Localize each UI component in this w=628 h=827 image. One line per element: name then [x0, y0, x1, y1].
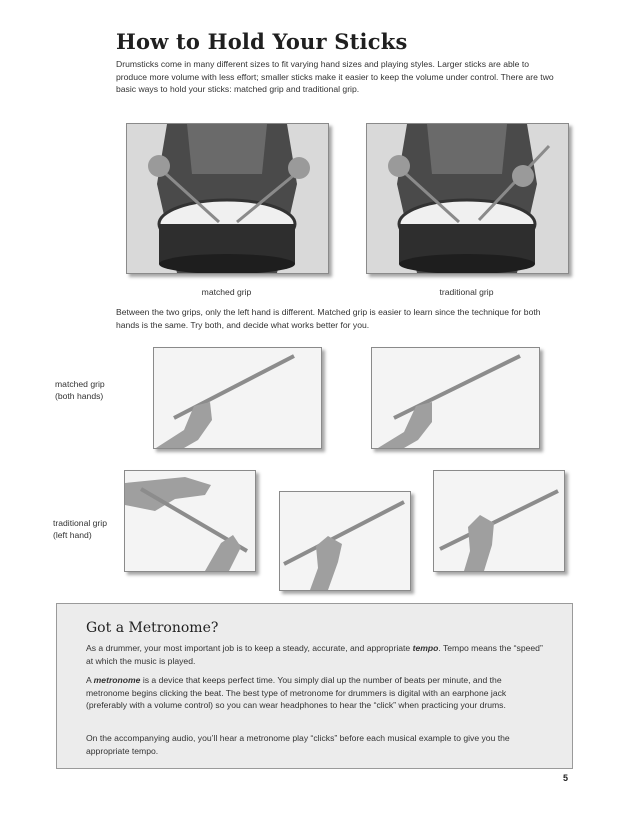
- matched-grip-drummer-photo: [126, 123, 329, 274]
- page-number: 5: [563, 773, 569, 783]
- drummer-illustration: [127, 124, 328, 273]
- matched-grip-caption: matched grip: [201, 287, 252, 297]
- hand-holding-stick-illustration: [125, 471, 255, 571]
- sidebar-title: Got a Metronome?: [86, 620, 219, 636]
- sidebar-paragraph-3: On the accompanying audio, you’ll hear a metronome play “clicks” before each musical example to give you the appropriate tempo.: [86, 733, 510, 756]
- drummer-illustration: [367, 124, 568, 273]
- traditional-grip-label: traditional grip (left hand): [53, 518, 107, 540]
- matched-grip-label: matched grip (both hands): [55, 379, 105, 401]
- hand-holding-stick-illustration: [280, 492, 410, 590]
- hand-holding-stick-illustration: [434, 471, 564, 571]
- hand-holding-stick-illustration: [372, 348, 539, 448]
- traditional-grip-drummer-photo: [366, 123, 569, 274]
- intro-paragraph: Drumsticks come in many different sizes to fit varying hand sizes and playing styles. Larger sticks are able to produce more volume with less effort; smaller sticks make it easier to keep the volume under control. There are two basic ways to hold your sticks: matched grip and traditional grip.: [116, 59, 554, 95]
- between-grips-paragraph: Between the two grips, only the left hand is different. Matched grip is easier to learn since the technique for both hands is the same. Try both, and decide what works better for you.: [116, 307, 541, 330]
- traditional-grip-caption: traditional grip: [439, 287, 494, 297]
- traditional-grip-hand-photo-2: [279, 491, 411, 591]
- sidebar-paragraph-2: A metronome is a device that keeps perfect time. You simply dial up the number of beats per minute, and the metronome begins clicking the beat. The best type of metronome for drummers is digital with an earphone jack (preferably with a volume control) so you can wear headphones to hear the “click” when practicing your drums.: [86, 675, 507, 711]
- hand-holding-stick-illustration: [154, 348, 321, 448]
- traditional-grip-hand-photo-3: [433, 470, 565, 572]
- matched-grip-hand-photo-1: [153, 347, 322, 449]
- page-title: How to Hold Your Sticks: [116, 29, 408, 54]
- metronome-sidebar: [56, 603, 573, 769]
- traditional-grip-hand-photo-1: [124, 470, 256, 572]
- sidebar-paragraph-1: As a drummer, your most important job is to keep a steady, accurate, and appropriate tempo. Tempo means the “speed” at which the music is played.: [86, 643, 543, 666]
- matched-grip-hand-photo-2: [371, 347, 540, 449]
